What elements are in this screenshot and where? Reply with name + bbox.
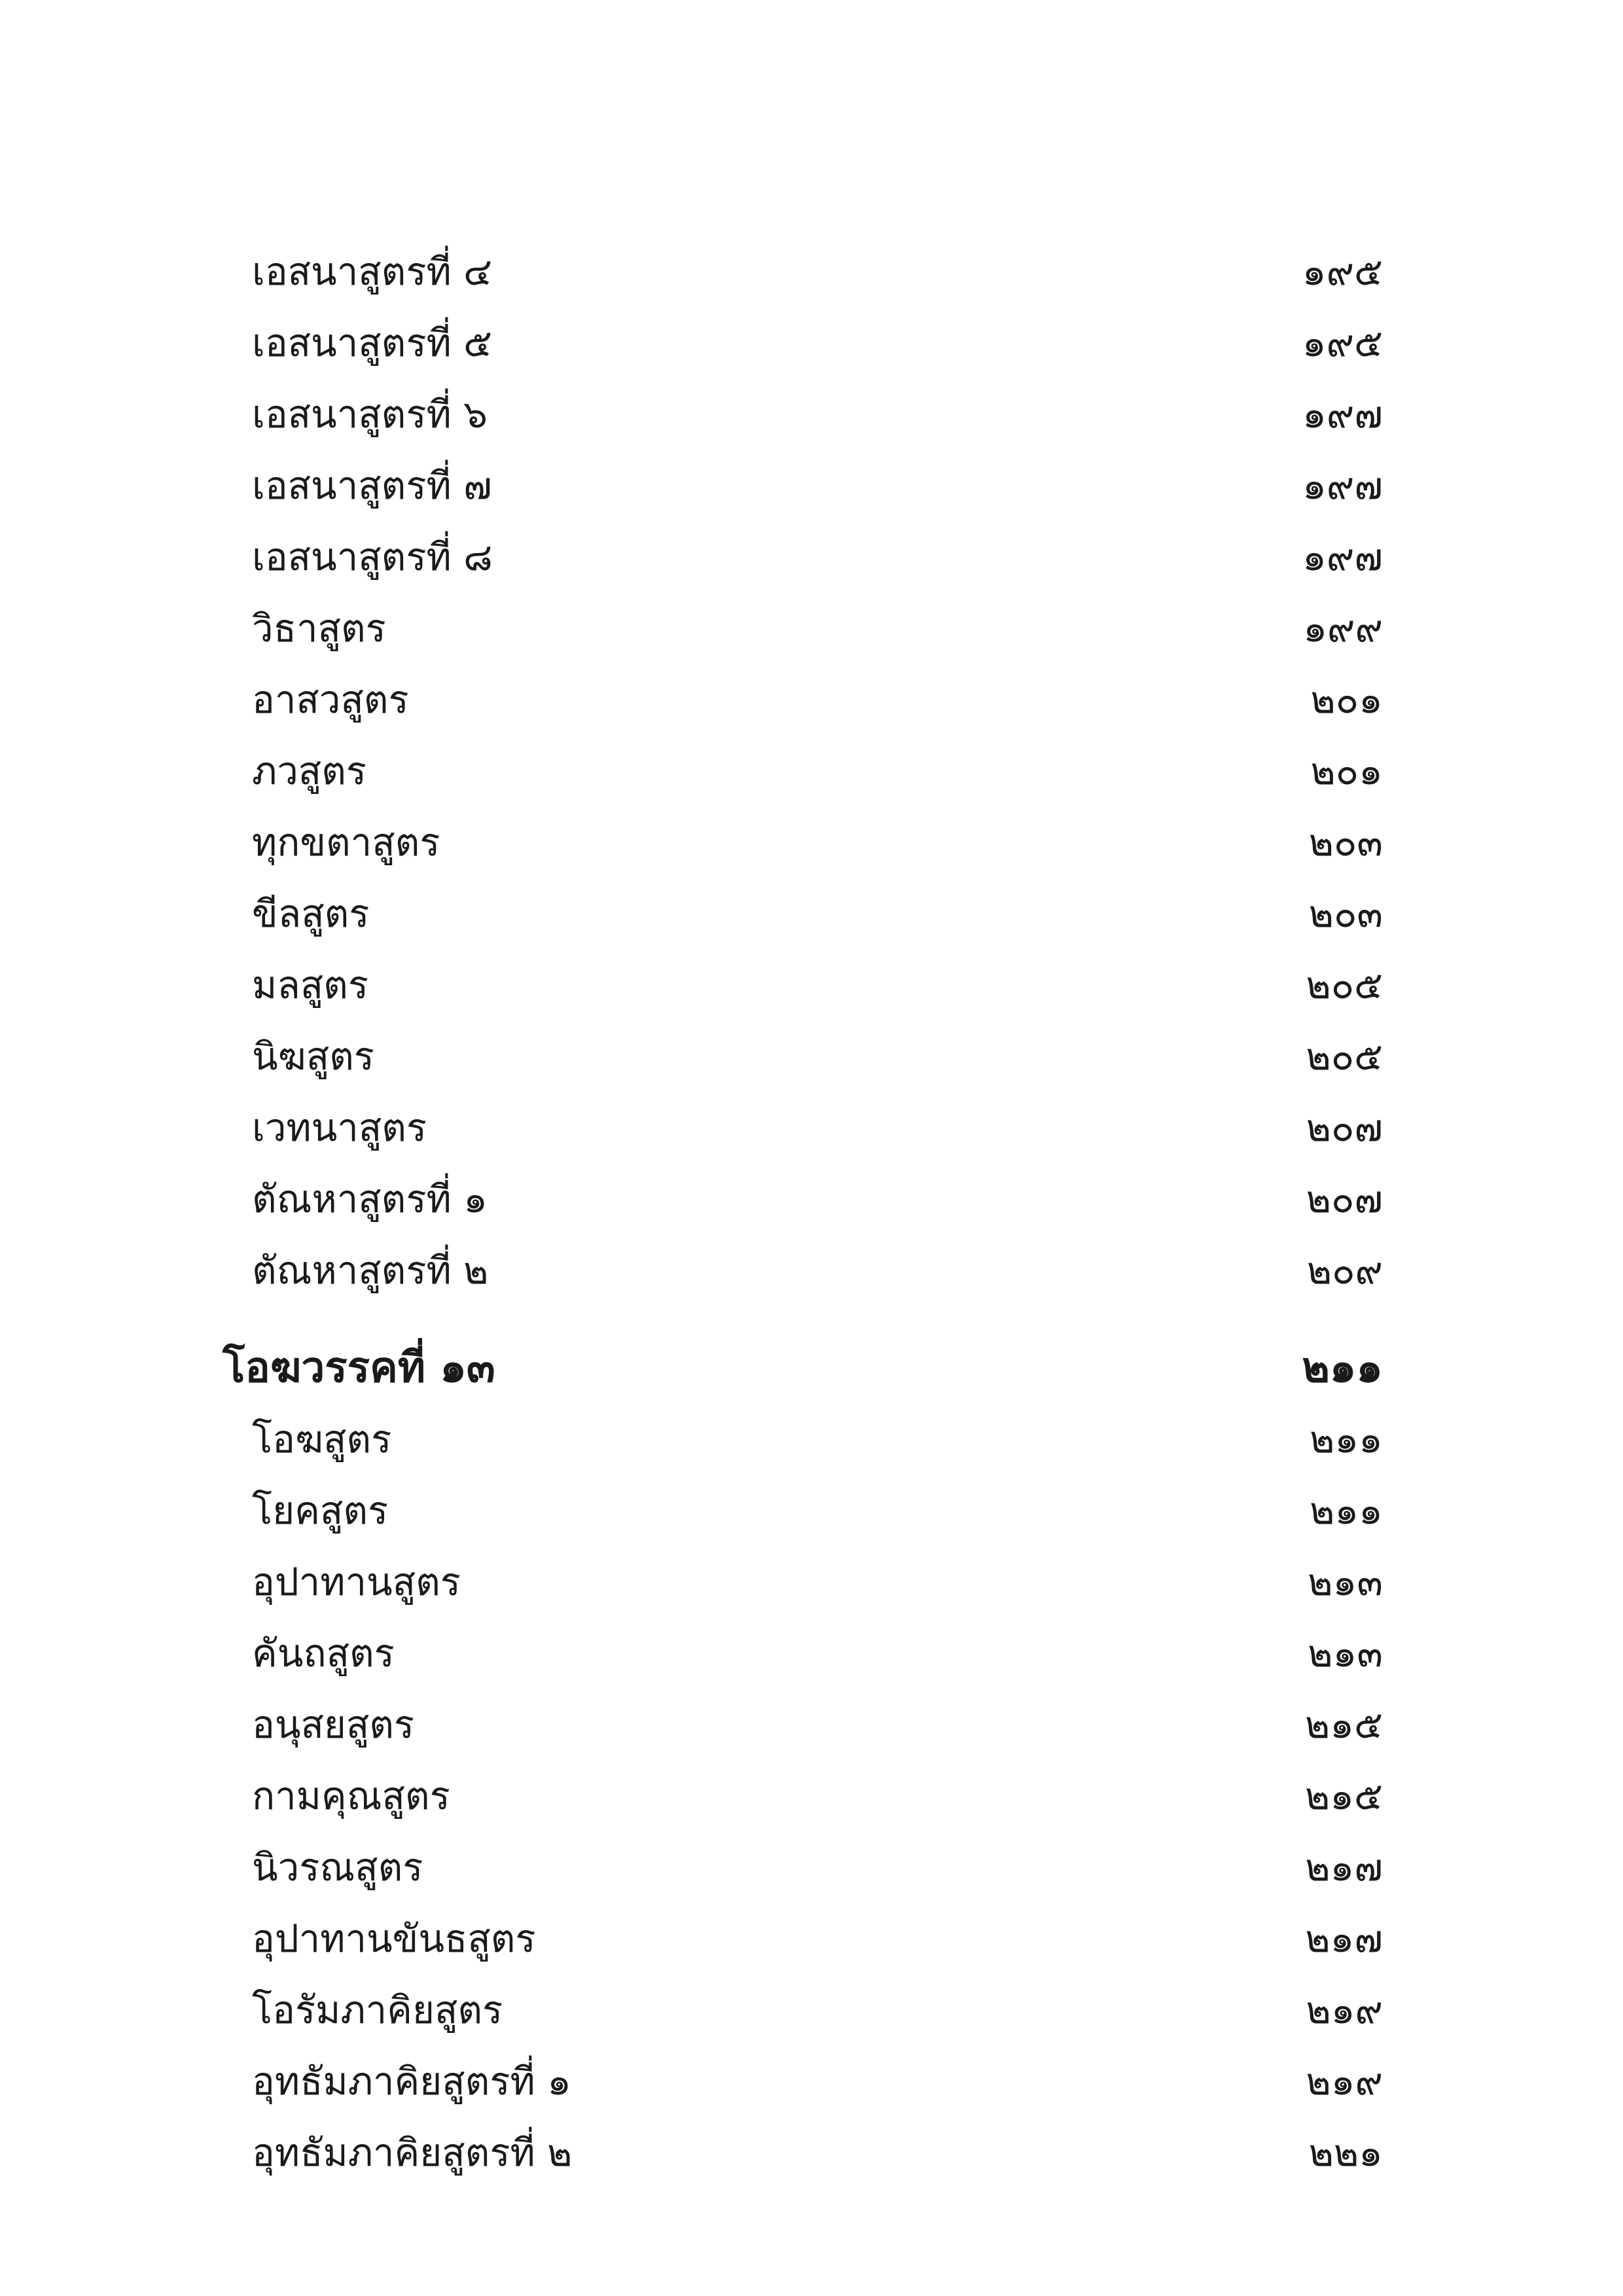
toc-entry-page: ๒๐๓ — [1308, 891, 1383, 936]
toc-entry-page: ๑๙๙ — [1303, 606, 1383, 651]
toc-entry — [0, 1407, 1623, 1472]
toc-entry — [0, 2049, 1623, 2114]
toc-entry — [0, 810, 1623, 875]
toc-entry-title: มลสูตร — [252, 963, 368, 1007]
toc-entry-page: ๒๐๑ — [1310, 749, 1383, 793]
toc-section-heading — [0, 1335, 1623, 1401]
toc-entry-page: ๒๑๑ — [1310, 1417, 1383, 1462]
toc-entry-title: โอรัมภาคิยสูตร — [252, 1988, 503, 2032]
toc-entry — [0, 1166, 1623, 1232]
toc-entry-page: ๒๐๗ — [1306, 1105, 1383, 1150]
toc-entry-title: อุทธัมภาคิยสูตรที่ ๒ — [252, 2130, 573, 2175]
toc-entry — [0, 453, 1623, 518]
toc-entry-page: ๒๐๗ — [1306, 1177, 1383, 1221]
toc-section-title: โอฆวรรคที่ ๑๓ — [223, 1343, 495, 1392]
toc-entry — [0, 1977, 1623, 2043]
toc-entry — [0, 1238, 1623, 1303]
toc-entry — [0, 1478, 1623, 1543]
toc-entry-title: อนุสยสูตร — [252, 1702, 415, 1747]
toc-entry — [0, 239, 1623, 304]
toc-entry — [0, 310, 1623, 376]
toc-entry — [0, 667, 1623, 732]
toc-entry-page: ๑๙๗ — [1302, 463, 1383, 508]
toc-entry-page: ๒๑๗ — [1305, 1845, 1383, 1890]
toc-entry — [0, 738, 1623, 804]
toc-entry-page: ๑๙๗ — [1302, 392, 1383, 437]
toc-entry-page: ๒๐๑ — [1310, 677, 1383, 722]
toc-entry-page: ๒๑๓ — [1308, 1631, 1383, 1676]
toc-entry-title: อุปาทานขันธสูตร — [252, 1916, 536, 1961]
toc-entry — [0, 382, 1623, 447]
toc-entry-title: เอสนาสูตรที่ ๔ — [252, 249, 493, 294]
toc-entry-page: ๒๑๗ — [1305, 1916, 1383, 1961]
toc-entry-title: ขีลสูตร — [252, 891, 370, 936]
toc-entry — [0, 1095, 1623, 1160]
toc-entry-title: ภวสูตร — [252, 749, 367, 793]
toc-entry-title: อุทธัมภาคิยสูตรที่ ๑ — [252, 2059, 571, 2104]
toc-entry — [0, 1906, 1623, 1971]
toc-entry-title: นิฆสูตร — [252, 1034, 374, 1079]
toc-entry-page: ๒๐๕ — [1306, 1034, 1383, 1079]
toc-entry-page: ๑๙๗ — [1302, 535, 1383, 579]
toc-entry-page: ๒๐๓ — [1308, 820, 1383, 865]
toc-entry-page: ๒๐๕ — [1306, 963, 1383, 1007]
toc-entry-title: เวทนาสูตร — [252, 1105, 427, 1150]
toc-entry-title: โอฆสูตร — [252, 1417, 392, 1462]
toc-entry-title: เอสนาสูตรที่ ๘ — [252, 535, 493, 579]
toc-entry — [0, 1692, 1623, 1757]
toc-entry-title: เอสนาสูตรที่ ๗ — [252, 463, 492, 508]
toc-entry — [0, 1763, 1623, 1829]
toc-entry-title: นิวรณสูตร — [252, 1845, 423, 1890]
toc-entry-title: อุปาทานสูตร — [252, 1560, 461, 1604]
toc-entry-page: ๑๙๕ — [1302, 249, 1383, 294]
toc-entry — [0, 1024, 1623, 1089]
toc-entry-page: ๒๑๙ — [1306, 2059, 1383, 2104]
toc-entry-title: กามคุณสูตร — [252, 1774, 450, 1818]
toc-entry-title: วิธาสูตร — [252, 606, 386, 651]
toc-entry-page: ๒๑๕ — [1305, 1702, 1383, 1747]
toc-entry — [0, 524, 1623, 590]
toc-entry-title: เอสนาสูตรที่ ๕ — [252, 321, 493, 365]
toc-entry-page: ๒๐๙ — [1306, 1248, 1383, 1293]
toc-entry-page: ๒๑๙ — [1306, 1988, 1383, 2032]
toc-entry-page: ๒๑๕ — [1305, 1774, 1383, 1818]
toc-entry — [0, 952, 1623, 1018]
toc-entry — [0, 2120, 1623, 2185]
toc-entry — [0, 596, 1623, 661]
toc-entry-title: คันถสูตร — [252, 1631, 395, 1676]
toc-entry-title: เอสนาสูตรที่ ๖ — [252, 392, 488, 437]
toc-entry-title: ตัณหาสูตรที่ ๑ — [252, 1177, 488, 1221]
toc-entry — [0, 1621, 1623, 1686]
toc-entry-title: ทุกขตาสูตร — [252, 820, 440, 865]
toc-entry — [0, 881, 1623, 946]
toc-section-page: ๒๑๑ — [1302, 1343, 1383, 1392]
toc-entry-title: โยคสูตร — [252, 1488, 389, 1533]
toc-entry-page: ๒๒๑ — [1308, 2130, 1383, 2175]
toc-entry-title: อาสวสูตร — [252, 677, 409, 722]
toc-entry-page: ๒๑๑ — [1310, 1488, 1383, 1533]
toc-entry-page: ๒๑๓ — [1308, 1560, 1383, 1604]
toc-entry — [0, 1835, 1623, 1900]
toc-entry — [0, 1549, 1623, 1615]
toc-entry-title: ตัณหาสูตรที่ ๒ — [252, 1248, 489, 1293]
toc-entry-page: ๑๙๕ — [1302, 321, 1383, 365]
